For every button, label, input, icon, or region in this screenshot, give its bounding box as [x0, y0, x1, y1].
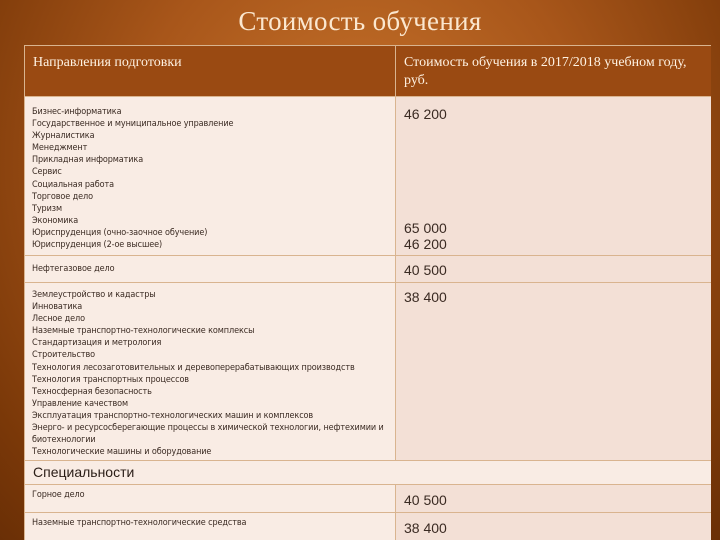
- price-value: 40 500: [404, 262, 447, 278]
- header-price: Стоимость обучения в 2017/2018 учебном году, руб.: [396, 46, 712, 97]
- tuition-table-container: [24, 45, 711, 540]
- direction-item: Юриспруденция (2-ое высшее): [32, 240, 163, 251]
- price-value: 40 500: [404, 492, 447, 509]
- direction-item: Технологические машины и оборудование: [32, 447, 212, 458]
- tuition-table: [24, 45, 711, 540]
- direction-item: Лесное дело: [32, 314, 85, 325]
- direction-item: Наземные транспортно-технологические комплексы: [32, 326, 255, 337]
- direction-item: Торговое дело: [32, 191, 93, 202]
- price-value: 38 400: [404, 289, 447, 305]
- specialties-label: Специальности: [25, 461, 712, 485]
- direction-item: Социальная работа: [32, 179, 115, 190]
- direction-item: Туризм: [32, 203, 62, 214]
- price-cell-block3: [396, 283, 712, 461]
- price-value: 38 400: [404, 520, 447, 537]
- directions-cell-block5: [25, 513, 396, 540]
- table-row-block5: [25, 513, 712, 540]
- direction-item: Экономика: [32, 215, 79, 226]
- table-row-block2: [25, 256, 712, 283]
- table-header-row: [25, 46, 712, 97]
- direction-item: Сервис: [32, 167, 62, 178]
- directions-cell-block4: [25, 485, 396, 513]
- direction-item: Эксплуатация транспортно-технологических машин и комплексов: [32, 410, 314, 421]
- directions-cell-block2: [25, 256, 396, 283]
- direction-item: Энерго- и ресурсосберегающие процессы в химической технологии, нефтехимии и биотехнологии: [32, 423, 384, 446]
- directions-cell-block1: [25, 97, 396, 256]
- specialties-group-row: [25, 461, 712, 485]
- direction-item: Управление качеством: [32, 398, 128, 409]
- direction-item: Горное дело: [32, 490, 85, 501]
- direction-item: Нефтегазовое дело: [32, 264, 115, 274]
- direction-item: Технология лесозаготовительных и деревоперерабатывающих производств: [32, 362, 355, 373]
- price-value: 46 200: [404, 106, 447, 122]
- direction-item: Бизнес-информатика: [32, 107, 122, 117]
- table-row-block1: [25, 97, 712, 256]
- price-cell-block4: [396, 485, 712, 513]
- direction-item: Инноватика: [32, 302, 83, 313]
- price-value: 46 200: [404, 236, 447, 252]
- price-cell-block2: [396, 256, 712, 283]
- direction-item: Землеустройство и кадастры: [32, 290, 156, 300]
- header-directions: Направления подготовки: [25, 46, 396, 97]
- price-value: 65 000: [404, 220, 447, 236]
- direction-item: Строительство: [32, 350, 95, 361]
- directions-cell-block3: [25, 283, 396, 461]
- price-cell-block5: [396, 513, 712, 540]
- direction-item: Технология транспортных процессов: [32, 374, 189, 385]
- direction-item: Наземные транспортно-технологические средства: [32, 518, 247, 529]
- slide-title: Стоимость обучения: [238, 6, 482, 36]
- direction-item: Техносферная безопасность: [32, 386, 152, 397]
- direction-item: Государственное и муниципальное управление: [32, 119, 234, 130]
- direction-item: Прикладная информатика: [32, 155, 144, 166]
- direction-item: Менеджмент: [32, 143, 88, 154]
- price-cell-block1: [396, 97, 712, 256]
- table-row-block4: [25, 485, 712, 513]
- table-row-block3: [25, 283, 712, 461]
- direction-item: Стандартизация и метрология: [32, 338, 162, 349]
- direction-item: Юриспруденция (очно-заочное обучение): [32, 227, 208, 238]
- direction-item: Журналистика: [32, 131, 95, 142]
